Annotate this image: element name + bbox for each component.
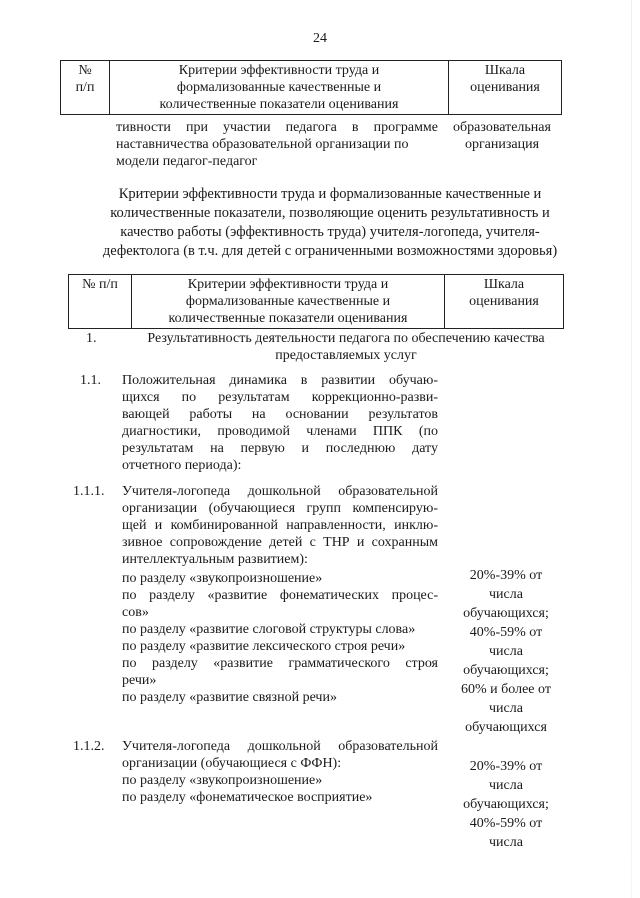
scale-line: 20%-39% от: [469, 568, 543, 583]
crit-line: зивное сопровождение детей с ТНР и сохранным: [122, 535, 438, 550]
crit-line: вающей работы на основании результатов: [122, 407, 438, 422]
sub-line: по разделу «развитие связной речи»: [122, 690, 337, 705]
item-1-1-1-text: [122, 483, 438, 706]
header-criteria-line: Критерии эффективности труда и: [178, 63, 380, 78]
scale-line: числа: [489, 835, 523, 850]
header-scale-line: Шкала: [484, 63, 526, 78]
scale-line: 20%-39% от: [469, 759, 543, 774]
scale-line: числа: [489, 587, 523, 602]
cont-line: тивности при участии педагога в программе: [116, 120, 438, 135]
crit-line: отчетного периода):: [122, 458, 242, 473]
item-1-1-2-text: [122, 738, 438, 806]
header-scale-line: оценивания: [470, 80, 540, 95]
item-1-1-1-scale: [446, 566, 566, 737]
table1-header-num: [61, 61, 110, 115]
scan-edge: [631, 0, 632, 898]
crit-line: Положительная динамика в развитии обучаю-: [122, 373, 438, 388]
item-1-1-2-scale: [446, 757, 566, 852]
heading-line: качество работы (эффективность труда) учителя-логопеда, учителя-: [120, 224, 540, 240]
crit-line: щихся по результатам коррекционно-разви-: [122, 390, 438, 405]
header-scale-line: оценивания: [469, 294, 539, 309]
table2-header-criteria: [132, 275, 445, 329]
sub-line: речи»: [122, 673, 157, 688]
header-criteria-line: Критерии эффективности труда и: [187, 277, 389, 292]
table1-header: [60, 60, 562, 115]
cont-line: модели педагог-педагог: [116, 154, 258, 169]
header-criteria-line: количественные показатели оценивания: [159, 97, 399, 112]
crit-line: диагностики, проводимой членами ППК (по: [122, 424, 438, 439]
cont-line: наставничества образовательной организации по: [116, 137, 409, 152]
header-num-line: № п/п: [82, 277, 118, 292]
sub-line: по разделу «развитие грамматического строя: [122, 656, 438, 671]
sub-line: по разделу «звукопроизношение»: [122, 571, 323, 586]
table2-header-num: [69, 275, 132, 329]
crit-line: интеллектуальным развитием):: [122, 552, 308, 567]
table2-header-scale: [445, 275, 564, 329]
scale-line: 40%-59% от: [469, 816, 543, 831]
section-heading: [70, 185, 590, 261]
scale-line: обучающихся: [465, 720, 547, 735]
crit-line: Учителя-логопеда дошкольной образовательной: [122, 484, 438, 499]
item-1-1-2-num: 1.1.2.: [73, 739, 105, 754]
sub-line: по разделу «фонематическое восприятие»: [122, 790, 373, 805]
scale-line: 40%-59% от: [469, 625, 543, 640]
section1-num: 1.: [86, 331, 97, 346]
scale-line: числа: [489, 644, 523, 659]
table2-header: [68, 274, 564, 329]
sub-line: по разделу «развитие лексического строя речи»: [122, 639, 406, 654]
scale-line: числа: [489, 778, 523, 793]
scale-line: 60% и более от: [461, 682, 551, 697]
sub-line: сов»: [122, 605, 149, 620]
scale-line: числа: [489, 701, 523, 716]
item-1-1-1-num: 1.1.1.: [73, 484, 105, 499]
section1-title-line: предоставляемых услуг: [275, 348, 417, 363]
heading-line: дефектолога (в т.ч. для детей с ограниченными возможностями здоровья): [102, 243, 558, 259]
page-number: 24: [313, 31, 327, 46]
section1-title: [128, 330, 564, 364]
item-1-1-num: 1.1.: [80, 373, 101, 388]
scale-line: обучающихся;: [463, 606, 549, 621]
heading-line: Критерии эффективности труда и формализованные качественные и: [118, 186, 542, 202]
crit-line: организации (обучающиеся с ФФН):: [122, 756, 342, 771]
crit-line: организации (обучающиеся групп компенсирую-: [122, 501, 438, 516]
sub-line: по разделу «звукопроизношение»: [122, 773, 323, 788]
header-scale-line: Шкала: [483, 277, 525, 292]
scale-line: обучающихся;: [463, 663, 549, 678]
crit-line: Учителя-логопеда дошкольной образовательной: [122, 739, 438, 754]
cont-scale-line: организация: [464, 137, 540, 152]
header-num-line: п/п: [75, 80, 95, 95]
header-criteria-line: количественные показатели оценивания: [168, 311, 408, 326]
header-num-line: №: [78, 63, 92, 78]
sub-line: по разделу «развитие слоговой структуры слова»: [122, 622, 416, 637]
item-1-1-text: [122, 372, 438, 474]
header-criteria-line: формализованные качественные и: [176, 80, 382, 95]
table1-header-criteria: [110, 61, 449, 115]
table1-continuation-scale: [440, 119, 564, 153]
cont-scale-line: образовательная: [453, 120, 551, 135]
crit-line: результатам на первую и последнюю дату: [122, 441, 438, 456]
heading-line: количественные показатели, позволяющие оценить результативность и: [110, 205, 550, 221]
table1-header-scale: [449, 61, 562, 115]
section1-title-line: Результативность деятельности педагога по обеспечению качества: [147, 331, 545, 346]
table1-continuation-criteria: [116, 119, 438, 170]
sub-line: по разделу «развитие фонематических процес-: [122, 588, 438, 603]
crit-line: щей и комбинированной направленности, инклю-: [122, 518, 438, 533]
header-criteria-line: формализованные качественные и: [185, 294, 391, 309]
scale-line: обучающихся;: [463, 797, 549, 812]
